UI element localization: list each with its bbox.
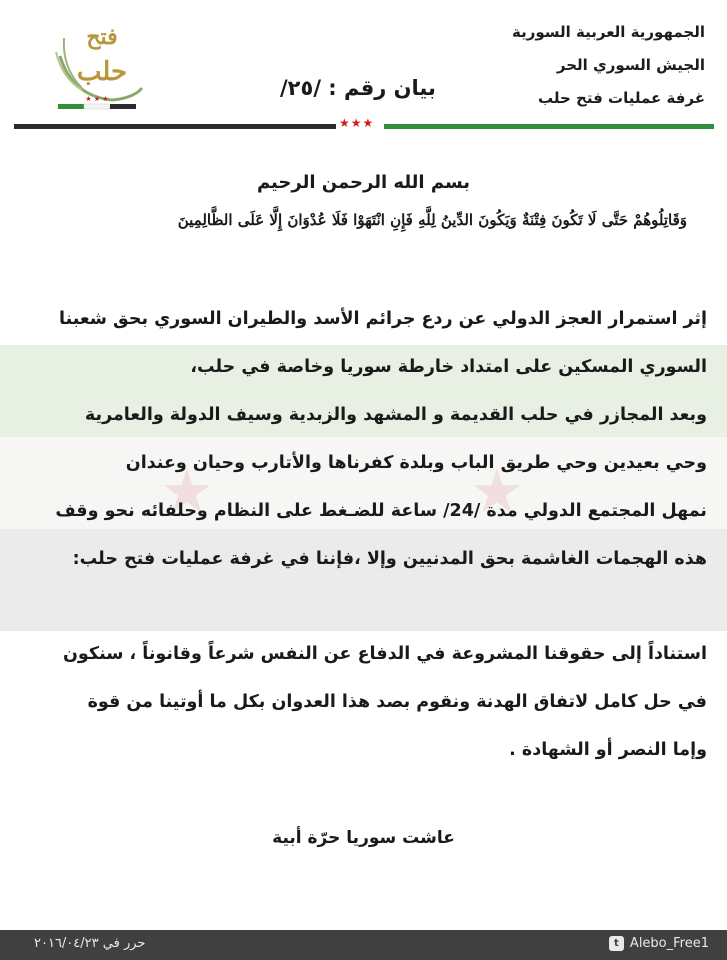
org-line-army: الجيش السوري الحر bbox=[556, 56, 705, 74]
logo-text-bottom: حلب bbox=[76, 57, 128, 87]
header-organization bbox=[512, 16, 705, 115]
quran-verse: وَقَاتِلُوهُمْ حَتَّى لَا تَكُونَ فِتْنَةٌ وَيَكُونَ الدِّينُ لِلَّهِ فَإِنِ انْتَهَوْا فَلَا عُدْوَانَ إِلَّا عَلَى الظَّالِمِينَ bbox=[177, 211, 687, 229]
statement-number: بيان رقم : /٢٥/ bbox=[280, 76, 436, 100]
watermark-star-icon: ★ bbox=[160, 457, 214, 527]
footer-date: حرر في ٢٠١٦/٠٤/٢٣ bbox=[34, 936, 146, 951]
paragraph1-line: وبعد المجازر في حلب القديمة و المشهد والزبدية وسيف الدولة والعامرية bbox=[84, 405, 707, 425]
paragraph1-line: وحي بعيدين وحي طريق الباب وبلدة كفرناها والأتارب وحيان وعندان bbox=[125, 453, 707, 473]
paragraph1-line: السوري المسكين على امتداد خارطة سوريا وخاصة في حلب، bbox=[190, 357, 707, 377]
watermark-dark-band bbox=[0, 529, 727, 631]
paragraph1-line: هذه الهجمات الغاشمة بحق المدنيين وإلا ،فإننا في غرفة عمليات فتح حلب: bbox=[72, 549, 707, 569]
watermark-star-icon: ★ bbox=[470, 457, 524, 527]
org-line-operations-room: غرفة عمليات فتح حلب bbox=[538, 89, 705, 107]
header-divider-green bbox=[384, 124, 714, 129]
svg-text:★ ★ ★: ★ ★ ★ bbox=[85, 95, 109, 103]
footer-twitter[interactable] bbox=[609, 936, 709, 951]
footer-bar bbox=[0, 930, 727, 960]
paragraph2-line: في حل كامل لاتفاق الهدنة ونقوم بصد هذا العدوان بكل ما أوتينا من قوة bbox=[87, 692, 707, 712]
logo-text-top: فتح bbox=[86, 24, 118, 50]
fath-halab-logo-icon bbox=[42, 8, 150, 118]
twitter-bird-icon: t bbox=[609, 936, 624, 951]
paragraph2-line: استناداً إلى حقوقنا المشروعة في الدفاع عن النفس شرعاً وقانوناً ، سنكون bbox=[62, 644, 707, 664]
paragraph1-line: إثر استمرار العجز الدولي عن ردع جرائم الأسد والطيران السوري بحق شعبنا bbox=[59, 309, 707, 329]
header-divider-dark bbox=[14, 124, 336, 129]
paragraph2-line: وإما النصر أو الشهادة . bbox=[509, 740, 707, 760]
closing-slogan: عاشت سوريا حرّة أبية bbox=[272, 828, 455, 848]
paragraph1-line: نمهل المجتمع الدولي مدة /24/ ساعة للضـغط على النظام وحلفائه نحو وقف bbox=[55, 501, 707, 521]
twitter-handle: Alebo_Free1 bbox=[629, 936, 709, 951]
header-divider-stars-icon: ★★★ bbox=[339, 116, 375, 130]
basmala: بسم الله الرحمن الرحيم bbox=[256, 172, 471, 193]
org-line-republic: الجمهورية العربية السورية bbox=[512, 23, 705, 41]
